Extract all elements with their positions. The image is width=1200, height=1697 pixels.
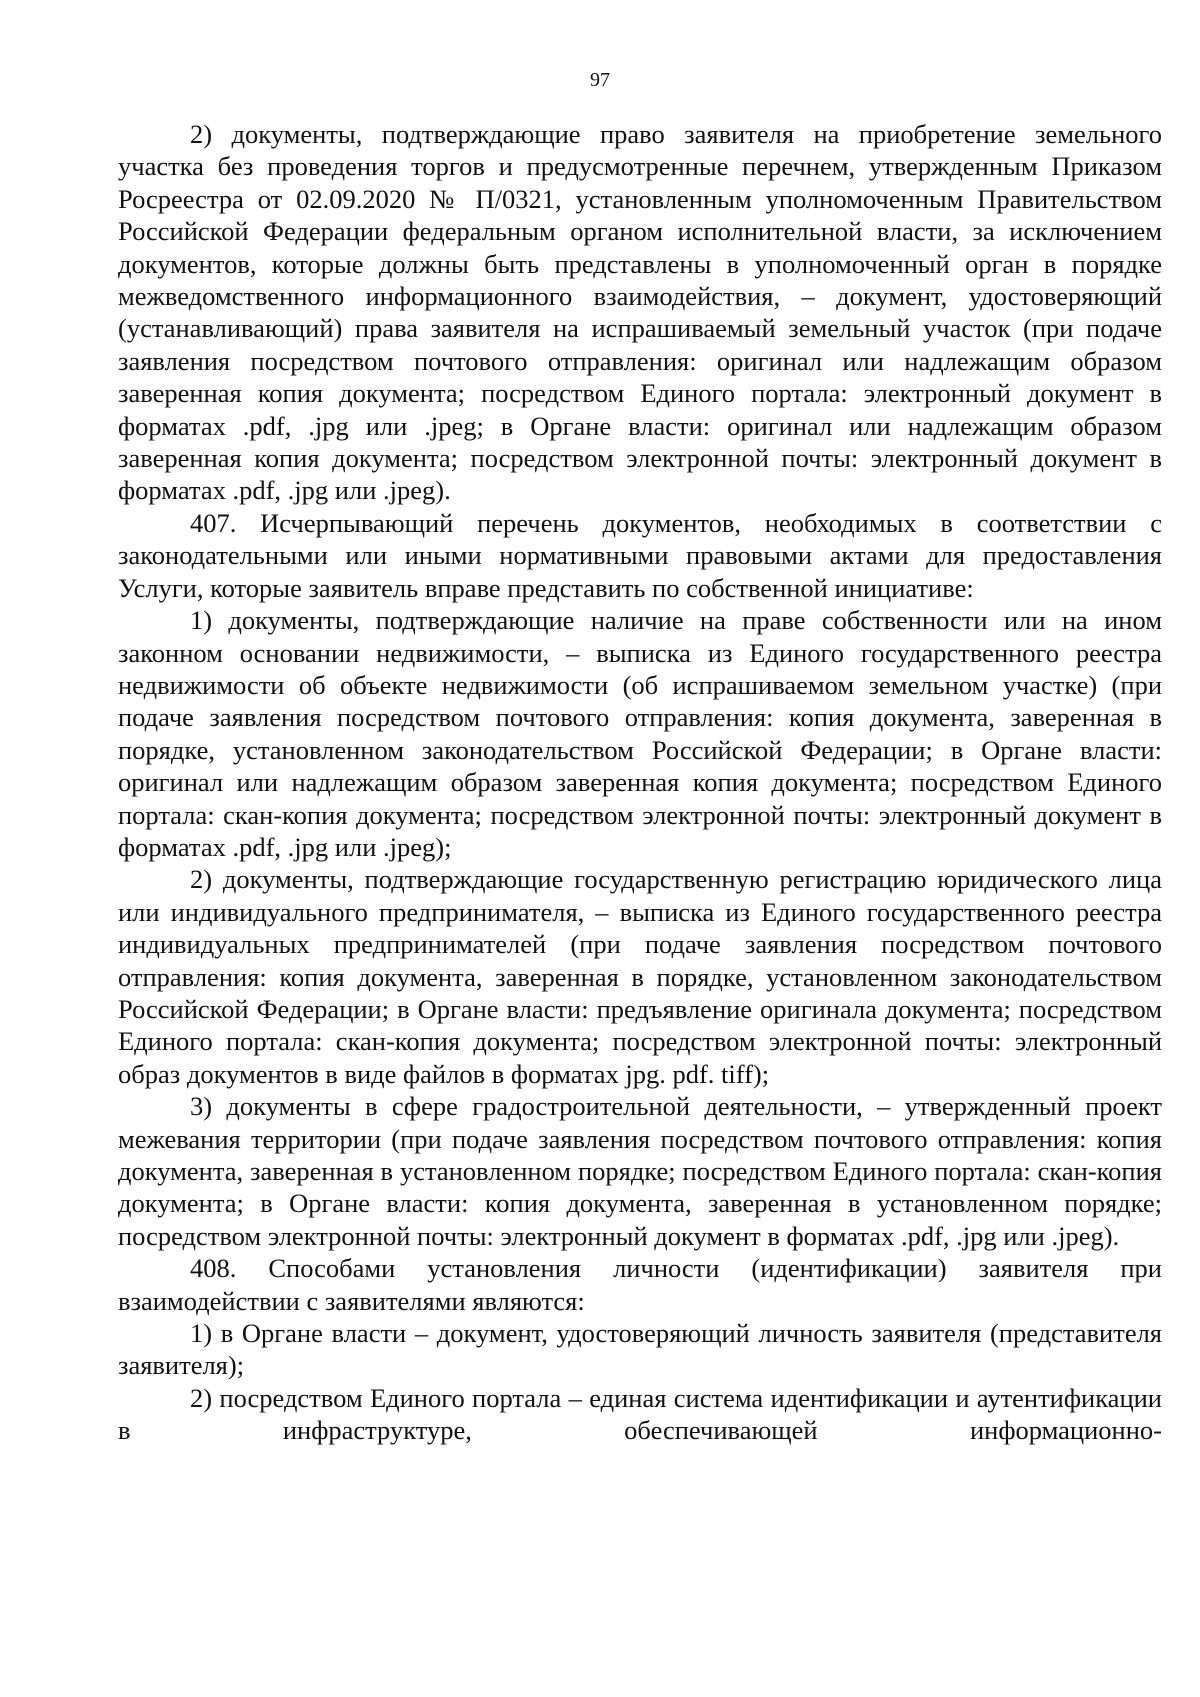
paragraph-408-identification-methods: 408. Способами установления личности (идентификации) заявителя при взаимодействии с заявителями являются: xyxy=(118,1253,1162,1316)
document-body xyxy=(118,118,1162,1447)
paragraph-407-documents-list: 407. Исчерпывающий перечень документов, необходимых в соответствии с законодательными или иными нормативными правовыми актами для предоставления Услуги, которые заявитель вправе представить по собственной инициативе: xyxy=(118,507,1162,603)
paragraph-item-1-in-authority: 1) в Органе власти – документ, удостоверяющий личность заявителя (представителя заявителя); xyxy=(118,1318,1162,1381)
paragraph-item-3-urban-planning: 3) документы в сфере градостроительной деятельности, – утвержденный проект межевания территории (при подаче заявления посредством почтового отправления: копия документа, заверенная в установленном порядке; посредством Единого портала: скан-копия документа; в Органе власти: копия документа, заверенная в установленном порядке; посредством электронной почты: электронный документ в форматах .pdf, .jpg или .jpeg). xyxy=(118,1091,1162,1251)
paragraph-item-2-via-portal: 2) посредством Единого портала – единая система идентификации и аутентификации в инфраструктуре, обеспечивающей информационно- xyxy=(118,1382,1162,1446)
paragraph-item-2-entrepreneur-registration: 2) документы, подтверждающие государственную регистрацию юридического лица или индивидуального предпринимателя, – выписка из Единого государственного реестра индивидуальных предпринимателей (при подаче заявления посредством почтового отправления: копия документа, заверенная в порядке, установленном законодательством Российской Федерации; в Органе власти: предъявление оригинала документа; посредством Единого портала: скан-копия документа; посредством электронной почты: электронный образ документов в виде файлов в форматах jpg. pdf. tiff); xyxy=(118,864,1162,1089)
paragraph-item-1-real-estate-extract: 1) документы, подтверждающие наличие на праве собственности или на ином законном основании недвижимости, – выписка из Единого государственного реестра недвижимости об объекте недвижимости (об испрашиваемом земельном участке) (при подаче заявления посредством почтового отправления: копия документа, заверенная в порядке, установленном законодательством Российской Федерации; в Органе власти: оригинал или надлежащим образом заверенная копия документа; посредством Единого портала: скан-копия документа; посредством электронной почты: электронный документ в форматах .pdf, .jpg или .jpeg); xyxy=(118,605,1162,862)
paragraph-item-2-ownership-documents: 2) документы, подтверждающие право заявителя на приобретение земельного участка без проведения торгов и предусмотренные перечнем, утвержденным Приказом Росреестра от 02.09.2020 № П/0321, установленным уполномоченным Правительством Российской Федерации федеральным органом исполнительной власти, за исключением документов, которые должны быть представлены в уполномоченный орган в порядке межведомственного информационного взаимодействия, – документ, удостоверяющий (устанавливающий) права заявителя на испрашиваемый земельный участок (при подаче заявления посредством почтового отправления: оригинал или надлежащим образом заверенная копия документа; посредством Единого портала: электронный документ в форматах .pdf, .jpg или .jpeg; в Органе власти: оригинал или надлежащим образом заверенная копия документа; посредством электронной почты: электронный документ в форматах .pdf, .jpg или .jpeg). xyxy=(118,119,1162,506)
page-number: 97 xyxy=(590,69,610,91)
